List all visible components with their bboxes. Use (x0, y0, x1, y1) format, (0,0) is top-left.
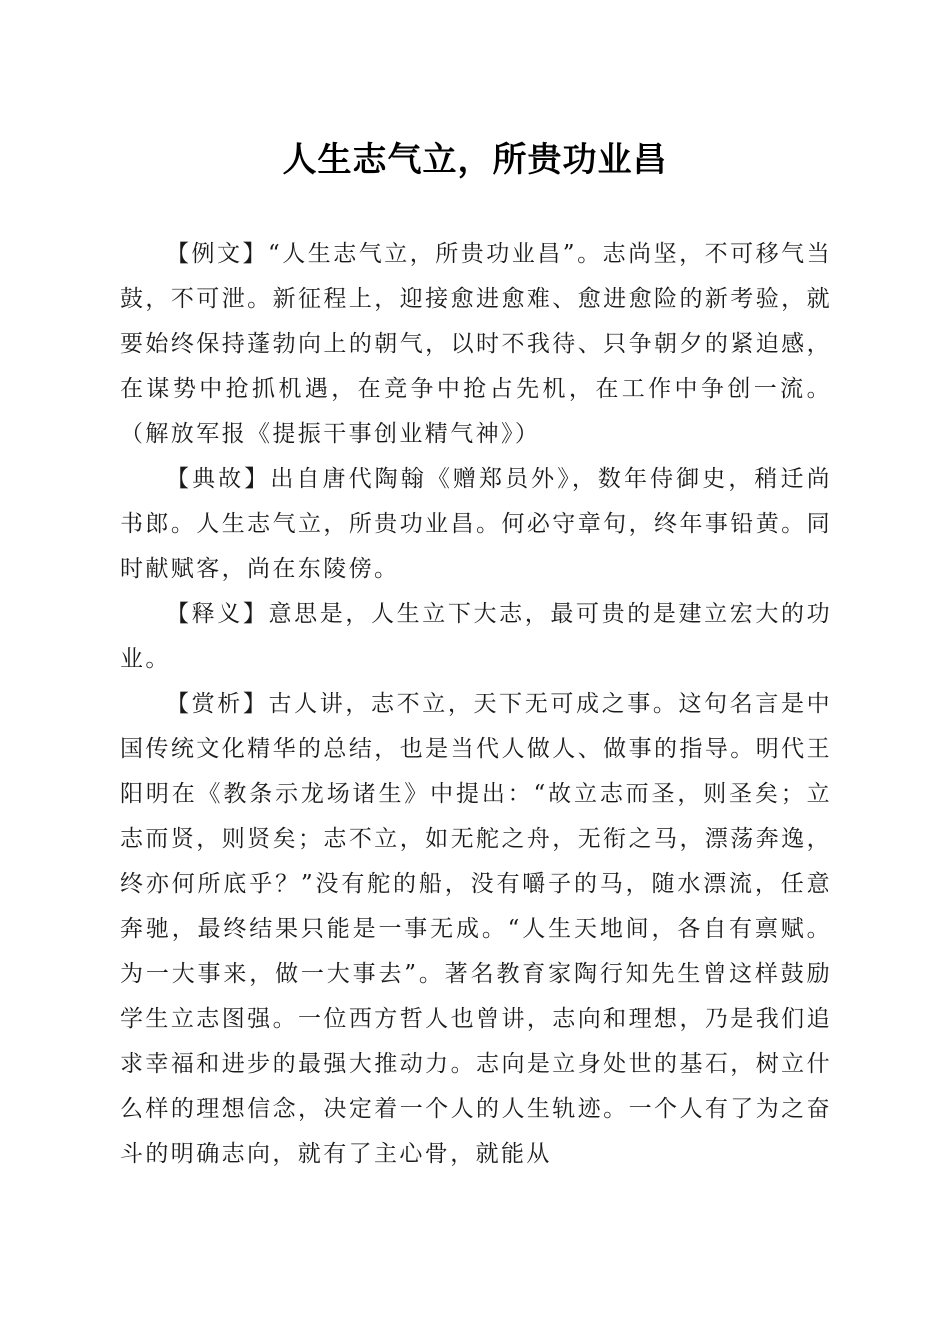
paragraph-tag: 【典故】 (166, 466, 271, 492)
paragraph-text: 古人讲，志不立，天下无可成之事。这句名言是中国传统文化精华的总结，也是当代人做人、做事的指导。明代王阳明在《教条示龙场诸生》中提出：“故立志而圣，则圣矣；立志而贤，则贤矣；志不立，如无舵之舟，无衔之马，漂荡奔逸，终亦何所底乎？”没有舵的船，没有嚼子的马，随水漂流，任意奔驰，最终结果只能是一事无成。“人生天地间，各自有禀赋。为一大事来，做一大事去”。著名教育家陶行知先生曾这样鼓励学生立志图强。一位西方哲人也曾讲，志向和理想，乃是我们追求幸福和进步的最强大推动力。志向是立身处世的基石，树立什么样的理想信念，决定着一个人的人生轨迹。一个人有了为之奋斗的明确志向，就有了主心骨，就能从 (120, 691, 832, 1167)
paragraph-tag: 【赏析】 (166, 691, 269, 717)
paragraph-text: 出自唐代陶翰《赠郑员外》，数年侍御史，稍迁尚书郎。人生志气立，所贵功业昌。何必守章句，终年事铅黄。同时献赋客，尚在东陵傍。 (120, 466, 832, 582)
paragraph-allusion (120, 457, 832, 592)
paragraph-meaning (120, 592, 832, 682)
paragraph-text: “人生志气立，所贵功业昌”。志尚坚，不可移气当鼓，不可泄。新征程上，迎接愈进愈难、愈进愈险的新考验，就要始终保持蓬勃向上的朝气，以时不我待、只争朝夕的紧迫感，在谋势中抢抓机遇，在竞争中抢占先机，在工作中争创一流。（解放军报《提振干事创业精气神》） (120, 241, 832, 447)
document-body (120, 232, 832, 1177)
paragraph-example (120, 232, 832, 457)
document-title: 人生志气立，所贵功业昌 (282, 140, 668, 180)
paragraph-text: 意思是，人生立下大志，最可贵的是建立宏大的功业。 (120, 601, 832, 672)
paragraph-tag: 【释义】 (166, 601, 269, 627)
paragraph-analysis (120, 682, 832, 1177)
paragraph-tag: 【例文】 (166, 241, 269, 267)
